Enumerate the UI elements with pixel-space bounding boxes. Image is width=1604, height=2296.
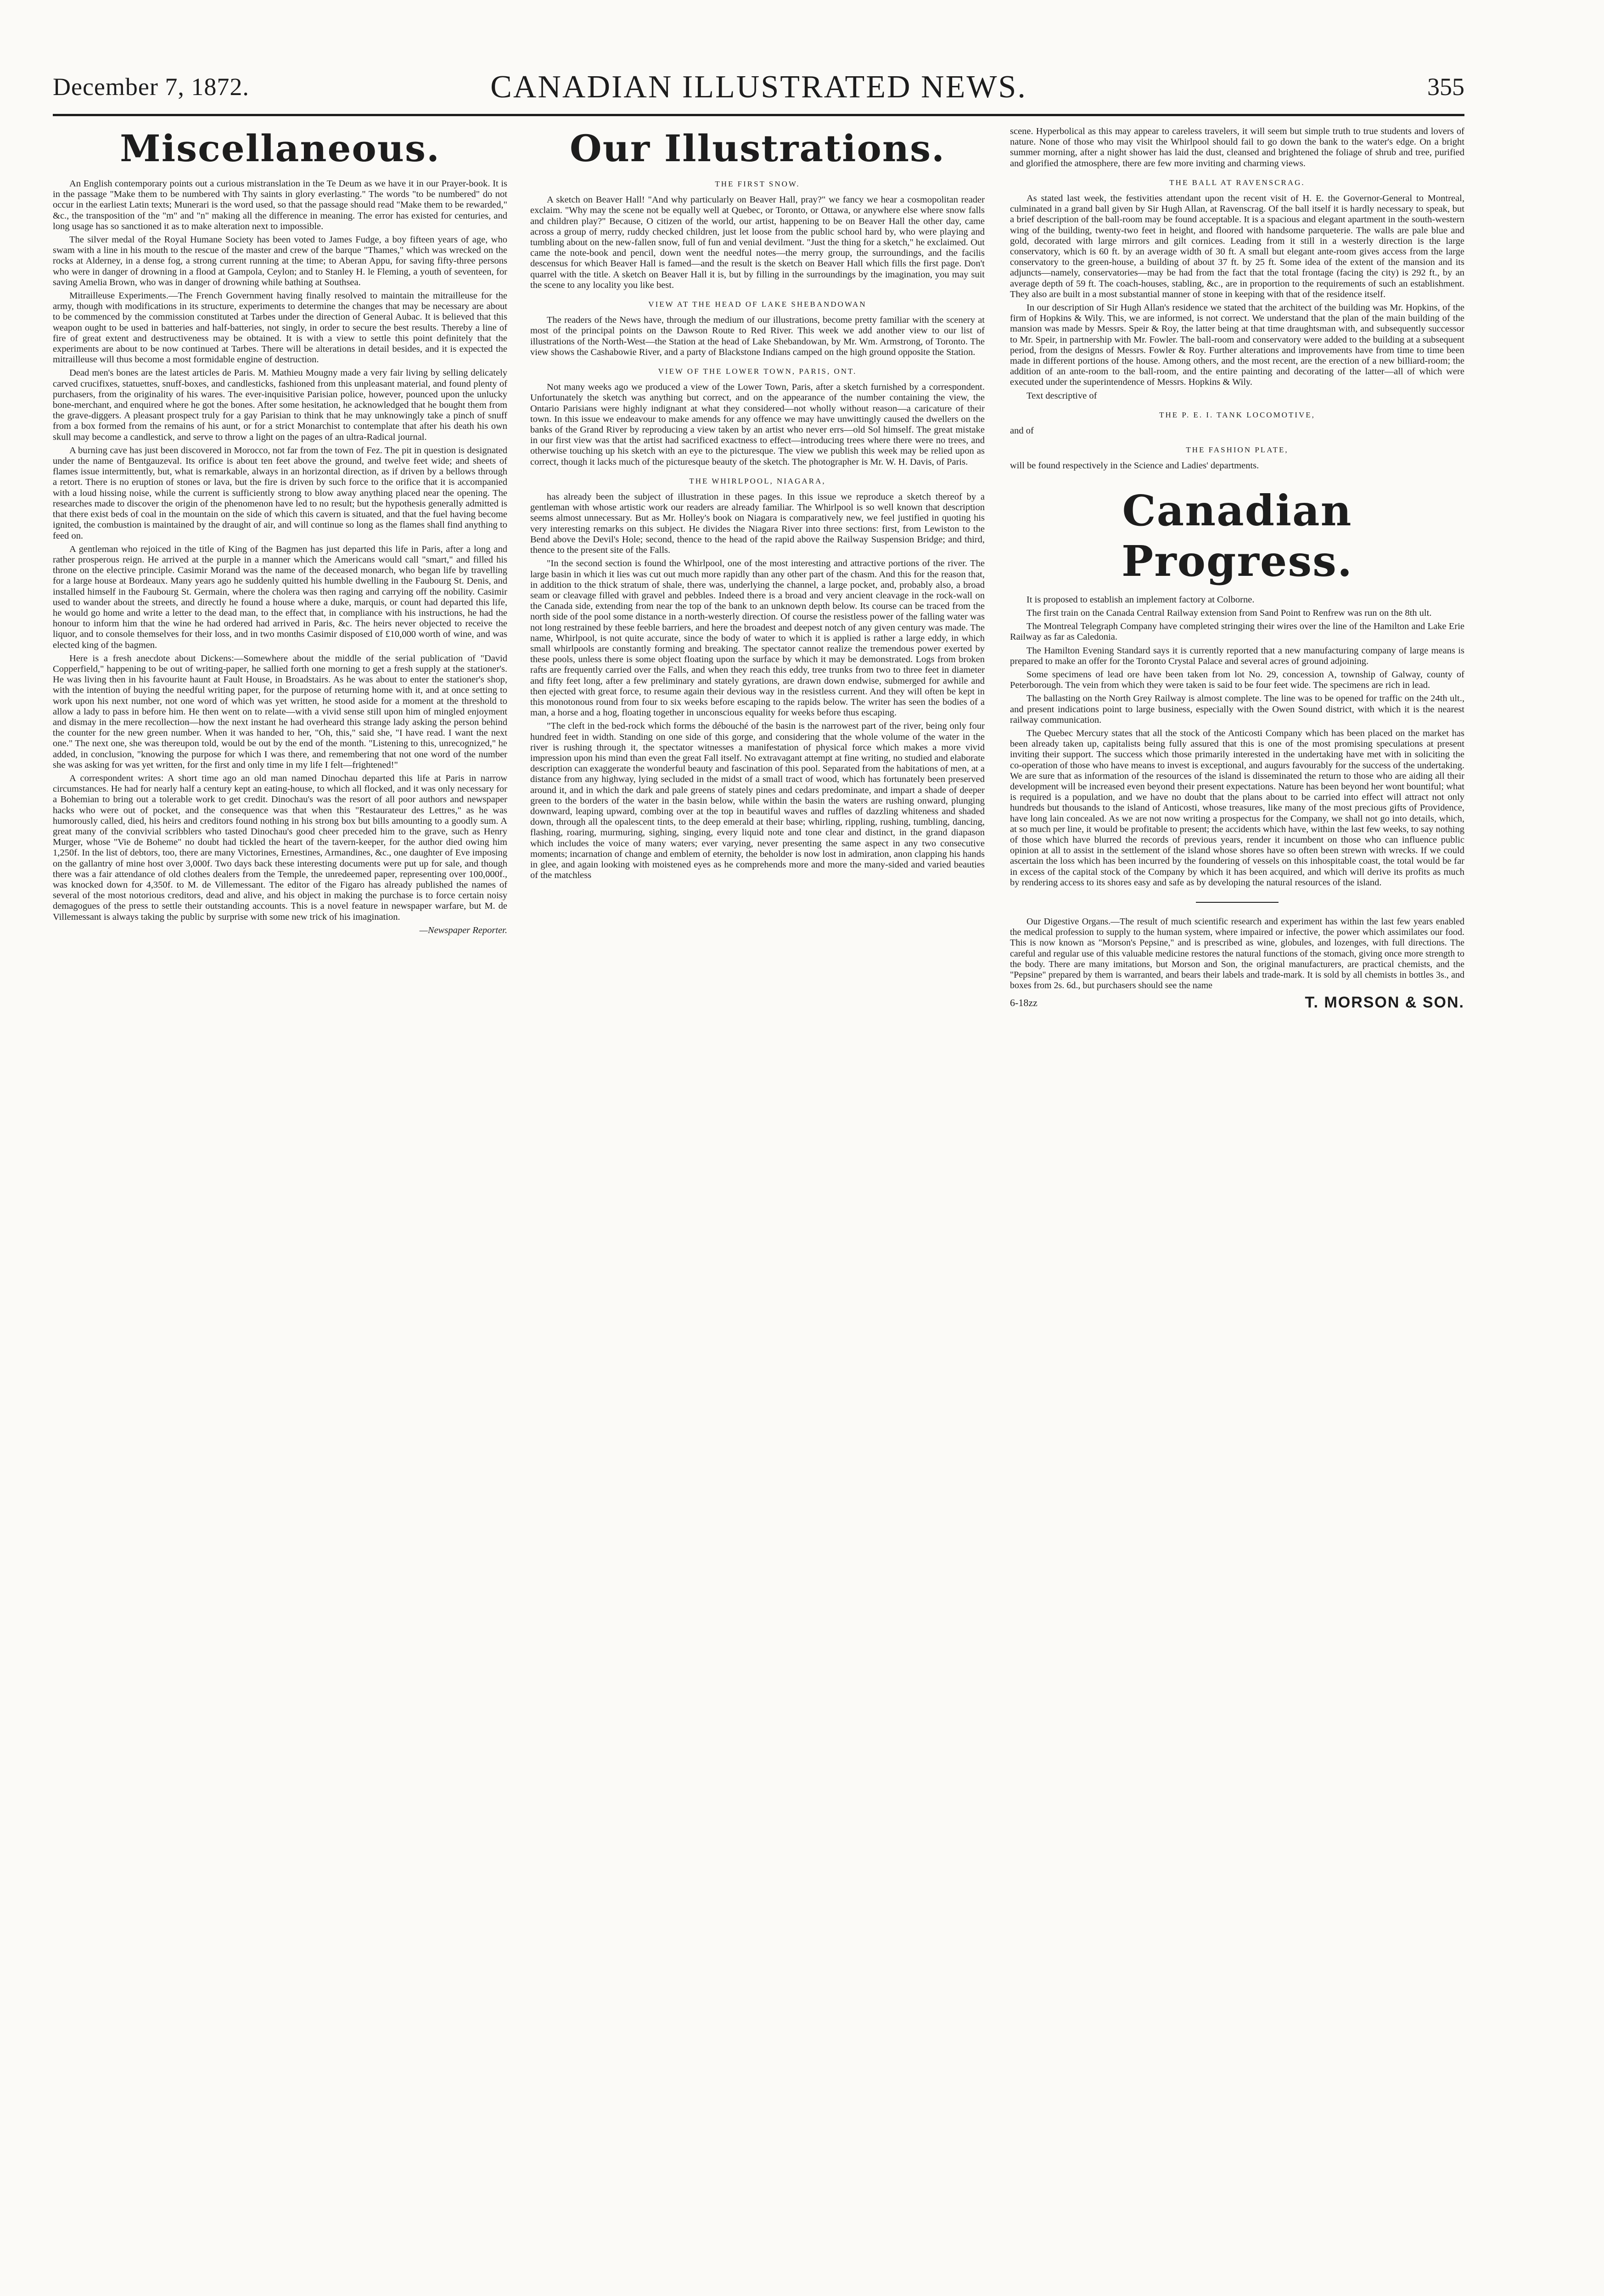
issue-date: December 7, 1872. <box>53 73 249 101</box>
subheading-tank-locomotive: THE P. E. I. TANK LOCOMOTIVE, <box>1159 410 1315 419</box>
article-paragraph: Not many weeks ago we produced a view of the Lower Town, Paris, after a sketch furnished by a correspondent. Unfortunately the sketch was anything but correct, and on the appearance of the number containing the view, the Ontario Parisians were highly indignant at what they considered—not wholly without reason—a caricature of their town. In this issue we endeavour to make amends for any offence we may have unwittingly caused the dwellers on the banks of the Grand River by reproducing a view taken by an artist who never errs—old Sol himself. The great mistake in our first view was that the artist had sacrificed exactness to effect—introducing trees where there were no trees, and otherwise touching up his sketch with an eye to the picturesque. The view we publish this week may be relied upon as correct, though it lacks much of the picturesque beauty of the sketch. The photographer is Mr. W. H. Davis, of Paris. <box>530 382 985 467</box>
progress-item: It is proposed to establish an implement factory at Colborne. <box>1026 594 1255 605</box>
text-descriptive-label: Text descriptive of <box>1026 390 1097 401</box>
section-divider <box>1196 902 1279 903</box>
subheading-ball-ravenscrag: THE BALL AT RAVENSCRAG. <box>1169 178 1305 187</box>
subheading-whirlpool: THE WHIRLPOOL, NIAGARA, <box>689 476 826 485</box>
subheading-fashion-plate: THE FASHION PLATE, <box>1186 445 1289 455</box>
article-paragraph: The readers of the News have, through the medium of our illustrations, become pretty familiar with the scenery at most of the principal points on the Dawson Route to Red River. This week we add another view to our list of illustrations of the North-West—the Station at the head of Lake Shebandowan, by Mr. Wm. Armstrong, of Toronto. The view shows the Cashabowie River, and a party of Blackstone Indians camped on the high ground opposite the Station. <box>530 315 985 357</box>
subheading-first-snow: THE FIRST SNOW. <box>715 180 800 188</box>
column-our-illustrations <box>530 126 985 884</box>
advertisement-code: 6-18zz <box>1010 997 1038 1009</box>
masthead <box>53 69 1464 110</box>
article-paragraph: Mitrailleuse Experiments.—The French Government having finally resolved to maintain the mitrailleuse for the army, though with modifications in its structure, experiments to determine the changes that may be necessary are about to be commenced by the commission constituted at Tarbes under the direction of General Aubac. It is believed that this weapon ought to be used in batteries and half-batteries, not singly, in order to secure the best results. Thereby a line of fire of great extent and destructiveness may be obtained. It is with a view to settle this point definitely that the experiments are about to be now continued at Tarbes. There will be alterations in detail besides, and it is expected the mitrailleuse will thus become a most formidable engine of destruction. <box>53 291 507 365</box>
advertiser-name: T. MORSON & SON. <box>1305 994 1464 1012</box>
progress-item: The ballasting on the North Grey Railway is almost complete. The line was to be opened for traffic on the 24th ult., and present indications point to large business, especially with the Owen Sound district, with which it is the nearest railway communication. <box>1010 693 1464 725</box>
advertisement-paragraph: Our Digestive Organs.—The result of much scientific research and experiment has within the last few years enabled the medical profession to supply to the human system, where impaired or infective, the power which assimilates our food. This is now known as "Morson's Pepsine," and is prescribed as wine, globules, and lozenges, with full directions. The careful and regular use of this valuable medicine restores the natural functions of the stomach, giving once more strength to the body. There are many imitations, but Morson and Son, the original manufacturers, are practical chemists, and the "Pepsine" prepared by them is warranted, and bears their labels and trade-mark. It is sold by all chemists in bottles 3s., and boxes from 2s. 6d., but purchasers should see the name <box>1010 916 1464 991</box>
article-paragraph: Here is a fresh anecdote about Dickens:—Somewhere about the middle of the serial publication of "David Copperfield," happening to be out of writing-paper, he sallied forth one morning to get a fresh supply at the stationer's. He was living then in his favourite haunt at Fault House, in Broadstairs. As he was about to enter the stationer's shop, with the intention of buying the needful writing paper, for the purpose of returning home with it, and at once setting to work upon his next number, not one word of which was yet written, he stood aside for a moment at the threshold to allow a lady to pass in before him. He then went on to relate—with a vivid sense still upon him of mingled enjoyment and dismay in the mere recollection—how the next instant he had overheard this strange lady asking the person behind the counter for the new green number. When it was handed to her, "Oh, this," said she, "I have read. I want the next one." The next one, she was thereupon told, would be out by the end of the month. "Listening to this, unrecognized," he added, in conclusion, "knowing the purpose for which I was there, and remembering that not one word of the number she was asking for was yet written, for the first and only time in my life I felt—frightened!" <box>53 653 507 770</box>
column-three <box>1010 126 1465 1012</box>
article-paragraph: A sketch on Beaver Hall! "And why particularly on Beaver Hall, pray?" we fancy we hear a cosmopolitan reader exclaim. "Why may the scene not be equally well at Quebec, or Toronto, or Ottawa, or anywhere else where snow falls and children play?" Because, O citizen of the world, our artist, happening to be on Beaver Hall the other day, came across a group of merry, ruddy checked children, just let loose from the public school hard by, who were playing and tumbling about on the new-fallen snow, full of fun and venial devilment. "Just the thing for a sketch," he exclaimed. Out came the note-book and pencil, down went the needful notes—the merry group, the surroundings, and the facilis descensus for which Beaver Hall is famed—and the result is the sketch on Beaver Hall which fills the first page. Don't quarrel with the title. A sketch on Beaver Hall it is, but by filling in the surroundings by the imagination, you may suit the scene to any locality you like best. <box>530 195 985 290</box>
article-paragraph: scene. Hyperbolical as this may appear to careless travelers, it will seem but simple truth to true students and lovers of nature. None of those who may visit the Whirlpool should fail to go down the bank to the water's edge. On a bright summer morning, after a night shower has laid the dust, cleansed and brightened the foliage of shrub and tree, purified and glorified the atmosphere, there are few more inviting and charming views. <box>1010 126 1464 169</box>
subheading-lake-shebandowan: VIEW AT THE HEAD OF LAKE SHEBANDOWAN <box>648 300 867 309</box>
article-paragraph: A burning cave has just been discovered in Morocco, not far from the town of Fez. The pit in question is designated under the name of Bentgauzeval. Its orifice is about ten feet above the ground, and twelve feet wide; and sheets of flames issue intermittently, but, what is remarkable, always in an horizontal direction, as if driven by a bellows through a retort. There is no eruption of stones or lava, but the fire is driven by such force to the orifice that it is accompanied with a loud hissing noise, while the current is sufficiently strong to blow away anything placed near the opening. The researches made to discover the origin of the phenomenon have led to no result; but the hypothesis generally admitted is that there exist beds of coal in the mountain on the side of which this cavern is situated, and that the fuel having become ignited, the combustion is maintained by the draught of air, and will continue so long as the flames shall find anything to feed on. <box>53 445 507 541</box>
article-signature: —Newspaper Reporter. <box>419 925 507 935</box>
section-heading-canadian-progress: Canadian Progress. <box>1122 485 1353 586</box>
subheading-lower-town-paris: VIEW OF THE LOWER TOWN, PARIS, ONT. <box>658 367 857 376</box>
section-heading-miscellaneous: Miscellaneous. <box>120 127 440 170</box>
masthead-rule <box>53 114 1464 116</box>
text-descriptive-and: and of <box>1010 426 1034 436</box>
newspaper-title: CANADIAN ILLUSTRATED NEWS. <box>490 69 1027 105</box>
page-number: 355 <box>1427 73 1464 101</box>
article-paragraph: In our description of Sir Hugh Allan's residence we stated that the architect of the building was Mr. Hopkins, of the firm of Hopkins & Wily. This, we are informed, is not correct. We understand that the plan of the main building of the mansion was made by Messrs. Speir & Roy, the latter being at that time draughtsman with, and subsequently successor to Mr. Speir, in partnership with Mr. Fowler. The ball-room and conservatory were added to the building at a subsequent period, from the designs of Messrs. Fowler & Roy. Further alterations and improvements have from time to time been made in different portions of the house. Among others, and the most recent, are the erection of a new billiard-room; the addition of an ante-room to the ball-room, and the entire painting and decorating of the latter—all of which were executed under the superintendence of Messrs. Hopkins & Wily. <box>1010 303 1464 388</box>
text-descriptive-tail: will be found respectively in the Science and Ladies' departments. <box>1010 461 1259 471</box>
progress-item: The Hamilton Evening Standard says it is currently reported that a new manufacturing company of large means is prepared to make an offer for the Toronto Crystal Palace and several acres of ground adjoining. <box>1010 645 1464 666</box>
progress-item: The Montreal Telegraph Company have completed stringing their wires over the line of the Hamilton and Lake Erie Railway as far as Caledonia. <box>1010 621 1464 642</box>
article-paragraph: The silver medal of the Royal Humane Society has been voted to James Fudge, a boy fifteen years of age, who swam with a line in his mouth to the rescue of the master and crew of the barque "Thames," which was wrecked on the rocks at Alderney, in a dense fog, a strong current running at the time; to Aberan Appu, for saving fifty-three persons who were in danger of drowning in a flood at Gampola, Ceylon; and to Stanley H. le Fleming, a youth of seventeen, for saving Amelia Brown, who was in danger of drowning while bathing at Southsea. <box>53 235 507 287</box>
progress-item: Some specimens of lead ore have been taken from lot No. 29, concession A, township of Galway, county of Peterborough. The vein from which they were taken is said to be four feet wide. The specimens are rich in lead. <box>1010 669 1464 691</box>
article-paragraph: As stated last week, the festivities attendant upon the recent visit of H. E. the Governor-General to Montreal, culminated in a grand ball given by Sir Hugh Allan, at Ravenscrag. Of the ball itself it is hardly necessary to speak, but a brief description of the ball-room may be found acceptable. It is a spacious and elegant apartment in the south-western wing of the building, twenty-two feet in height, and floored with handsome parqueterie. The walls are pale blue and gold, decorated with large mirrors and gilt cornices. Leading from it still in a westerly direction is the large conservatory, which is 60 ft. by an average width of 30 ft. A small but elegant ante-room gives access from the large conservatory to the green-house, a building of about 37 ft. by 25 ft. Some idea of the extent of the mansion and its adjuncts—namely, conservatories—may be had from the fact that the total frontage (facing the city) is 292 ft., by an average depth of 59 ft. The coach-houses, stabling, &c., are in proportion to the requirements of such an establishment. They also are built in a most substantial manner of stone in keeping with that of the residence itself. <box>1010 193 1464 299</box>
section-heading-illustrations: Our Illustrations. <box>570 127 945 170</box>
progress-item: The Quebec Mercury states that all the stock of the Anticosti Company which has been placed on the market has been already taken up, capitalists being fully assured that this is one of the most promising speculations at present inviting their support. The success which those primarily interested in the undertaking have met with in soliciting the co-operation of those who have means to invest is exceptional, and augurs favourably for the success of the undertaking. We are sure that as information of the resources of the island is disseminated the return to those who are aiding all their development will be increased even beyond their present expectations. Nature has been beyond her wont bountiful; what is required is a population, and we have no doubt that the plans about to be carried into effect will attract not only hundreds but thousands to the island of Anticosti, whose treasures, like many of the most precious gifts of Providence, have long lain concealed. As we are not now writing a prospectus for the Company, we shall not go into details, which, at so much per line, it would be profitable to present; the accidents which have, within the last few weeks, to say nothing of those which have blurred the records of previous years, render it incumbent on those who can influence public opinion at all to assist in the settlement of the island whose shores have so often been strewn with wrecks. If we could ascertain the loss which has been incurred by the foundering of vessels on this inhospitable coast, the total would be far in excess of the capital stock of the Company by which it has been acquired, and which will derive its profits as much by rendering access to its shores easy and safe as by developing the natural resources of the island. <box>1010 728 1465 888</box>
article-paragraph: has already been the subject of illustration in these pages. In this issue we reproduce a sketch thereof by a gentleman with whose artistic work our readers are already familiar. The Whirlpool is so well known that description seems almost unnecessary. But as Mr. Holley's book on Niagara is comparatively new, we feel justified in quoting his very interesting remarks on this subject. He divides the Niagara River into three sections: first, from Lewiston to the Bend above the Devil's Hole; second, thence to the head of the rapid above the Railway Suspension Bridge; and third, thence to the present site of the Falls. <box>530 492 985 556</box>
advertisement-footer <box>1010 994 1464 1012</box>
article-paragraph: Dead men's bones are the latest articles de Paris. M. Mathieu Mougny made a very fair living by selling delicately carved crucifixes, statuettes, snuff-boxes, and candlesticks, fashioned from this unpleasant material, and found plenty of purchasers, from the originality of his wares. The ever-inquisitive Parisian police, however, pounced upon the unlucky bone-merchant, and enquired where he got the bones. After some hesitation, he acknowledged that he bought them from the grave-diggers. A pleasant prospect truly for a gay Parisian to think that he may unknowingly take a pinch of snuff from a box formed from the remains of his aunt, or for a strict Monarchist to contemplate that after his death his own skull may become a candlestick, and serve to throw a light on the pages of an ultra-Radical journal. <box>53 368 507 442</box>
article-paragraph: "In the second section is found the Whirlpool, one of the most interesting and attractive portions of the river. The large basin in which it lies was cut out much more rapidly than any other part of the chasm. And this for the reason that, in addition to the thick stratum of shale, there was, underlying the channel, a large pocket, and, probably also, a broad seam or cleavage filled with gravel and pebbles. Indeed there is a broad and very ancient cleavage in the rock-wall on the Canada side, extending from near the top of the bank to an unknown depth below. Its course can be traced from the north side of the pool some distance in a north-westerly direction. Of course the resistless power of the falling water was not long restrained by these feeble barriers, and here the broadest and deepest notch of any given century was made. The name, Whirlpool, is not quite accurate, since the body of water to which it is applied is rather a large eddy, in which small whirlpools are constantly forming and breaking. The spectator cannot realize the tremendous power exerted by these pools, unless there is some object floating upon the surface by which it may be demonstrated. Logs from broken rafts are frequently carried over the Falls, and when they reach this eddy, tree trunks from two to three feet in diameter and fifty feet long, after a few preliminary and stately gyrations, are drawn down endwise, submerged for awhile and then ejected with great force, to resume again their devious way in the resistless current. And they will often be kept in this monotonous round from four to six weeks before escaping to the rapids below. The writer has seen the bodies of a man, a horse and a hog, floating together in unconscious equality for weeks before thus escaping. <box>530 558 985 718</box>
article-paragraph: "The cleft in the bed-rock which forms the débouché of the basin is the narrowest part of the river, being only four hundred feet in width. Standing on one side of this gorge, and considering that the whole volume of the water in the river is rushing through it, the spectator witnesses a manifestation of physical force which makes a more vivid impression upon his mind than even the great Fall itself. No extravagant attempt at fine writing, no studied and elaborate description can exaggerate the wonderful beauty and fascination of this pool. Separated from the habitations of men, at a distance from any highway, lying secluded in the midst of a small tract of wood, which has fortunately been preserved around it, and in which the dark and pale greens of stately pines and cedars predominate, and impart a shade of deeper green to the borders of the water in the basin below, while within the basin the waters are rushing onward, plunging downward, leaping upward, combing over at the top in beautiful waves and ruffles of dazzling whiteness and shaded down, through all the opalescent tints, to the deep emerald at their base; whirling, rippling, rushing, tumbling, dancing, flashing, roaring, murmuring, sighing, singing, every liquid note and tone clear and distinct, in the grand diapason which includes the voice of many waters; ever varying, never presenting the same aspect in any two consecutive moments; incarnation of change and emblem of eternity, the beholder is now lost in admiration, anon clapping his hands in glee, and again looking with moistened eyes as he comprehends more and more the many-sided and varied beauties of the matchless <box>530 721 985 881</box>
article-paragraph: A gentleman who rejoiced in the title of King of the Bagmen has just departed this life in Paris, after a long and rather prosperous reign. He arrived at the purple in a manner which the Americans would call "smart," and filled his throne on the elective principle. Casimir Morand was the name of the deceased monarch, who began life by travelling for a large house at Bordeaux. Many years ago he suddenly quitted his humble dwelling in the Faubourg St. Denis, and installed himself in the Faubourg St. Germain, where the cholera was then raging and carrying off the nobility. Casimir used to wander about the streets, and directly he found a house where a duke, marquis, or count had departed this life, he would go home and write a letter to the dead man, to the effect that, in compliance with his instructions, he had the honour to inform him that the wine he had ordered had arrived in Paris, &c. The heirs never objected to receive the liquor, and to console themselves for their loss, and in two months Casimir disposed of £10,000 worth of wine, and was elected king of the bagmen. <box>53 544 507 650</box>
article-paragraph: An English contemporary points out a curious mistranslation in the Te Deum as we have it in our Prayer-book. It is in the passage "Make them to be numbered with Thy saints in glory everlasting." The words "to be numbered" do not occur in the earliest Latin texts; Munerari is the word used, so that the passage should read "Make them to be rewarded," &c., the transposition of the "m" and "n" making all the difference in meaning. The error has existed for centuries, and long usage has so sanctioned it as to make alteration next to impossible. <box>53 179 507 231</box>
progress-item: The first train on the Canada Central Railway extension from Sand Point to Renfrew was run on the 8th ult. <box>1026 608 1432 618</box>
column-miscellaneous <box>53 126 507 939</box>
article-paragraph: A correspondent writes: A short time ago an old man named Dinochau departed this life at Paris in narrow circumstances. He had for nearly half a century kept an eating-house, to which all flocked, and it was only necessary for a Bohemian to bring out a tolerable work to get credit. Dinochau's was the resort of all poor authors and newspaper hacks who were out of pocket, and the consequence was that when this "Restaurateur des Lettres," as he was humorously called, died, his heirs and creditors found nothing in his strong box but bills amounting to a goodly sum. A great many of the convivial scribblers who tasted Dinochau's good cheer preceded him to the grave, such as Henry Murger, whose "Vie de Boheme" no doubt had tickled the heart of the tavern-keeper, for the author died owing him 1,250f. In the list of debtors, too, there are many Victorines, Ernestines, Armandines, &c., one daughter of Eve imposing on the gallantry of mine host over 3,000f. Two days back these interesting documents were put up for sale, and though there was a fair attendance of old clothes dealers from the Temple, the unredeemed paper, representing over 100,000f., was knocked down for 4,350f. to M. de Villemessant. The editor of the Figaro has already published the names of several of the most notorious creditors, dead and alive, and his object in making the purchase is to force certain noisy demagogues of the press to settle their outstanding accounts. This is a novel feature in newspaper warfare, but M. de Villemessant is always taking the public by surprise with some new trick of his imagination. <box>53 773 507 922</box>
